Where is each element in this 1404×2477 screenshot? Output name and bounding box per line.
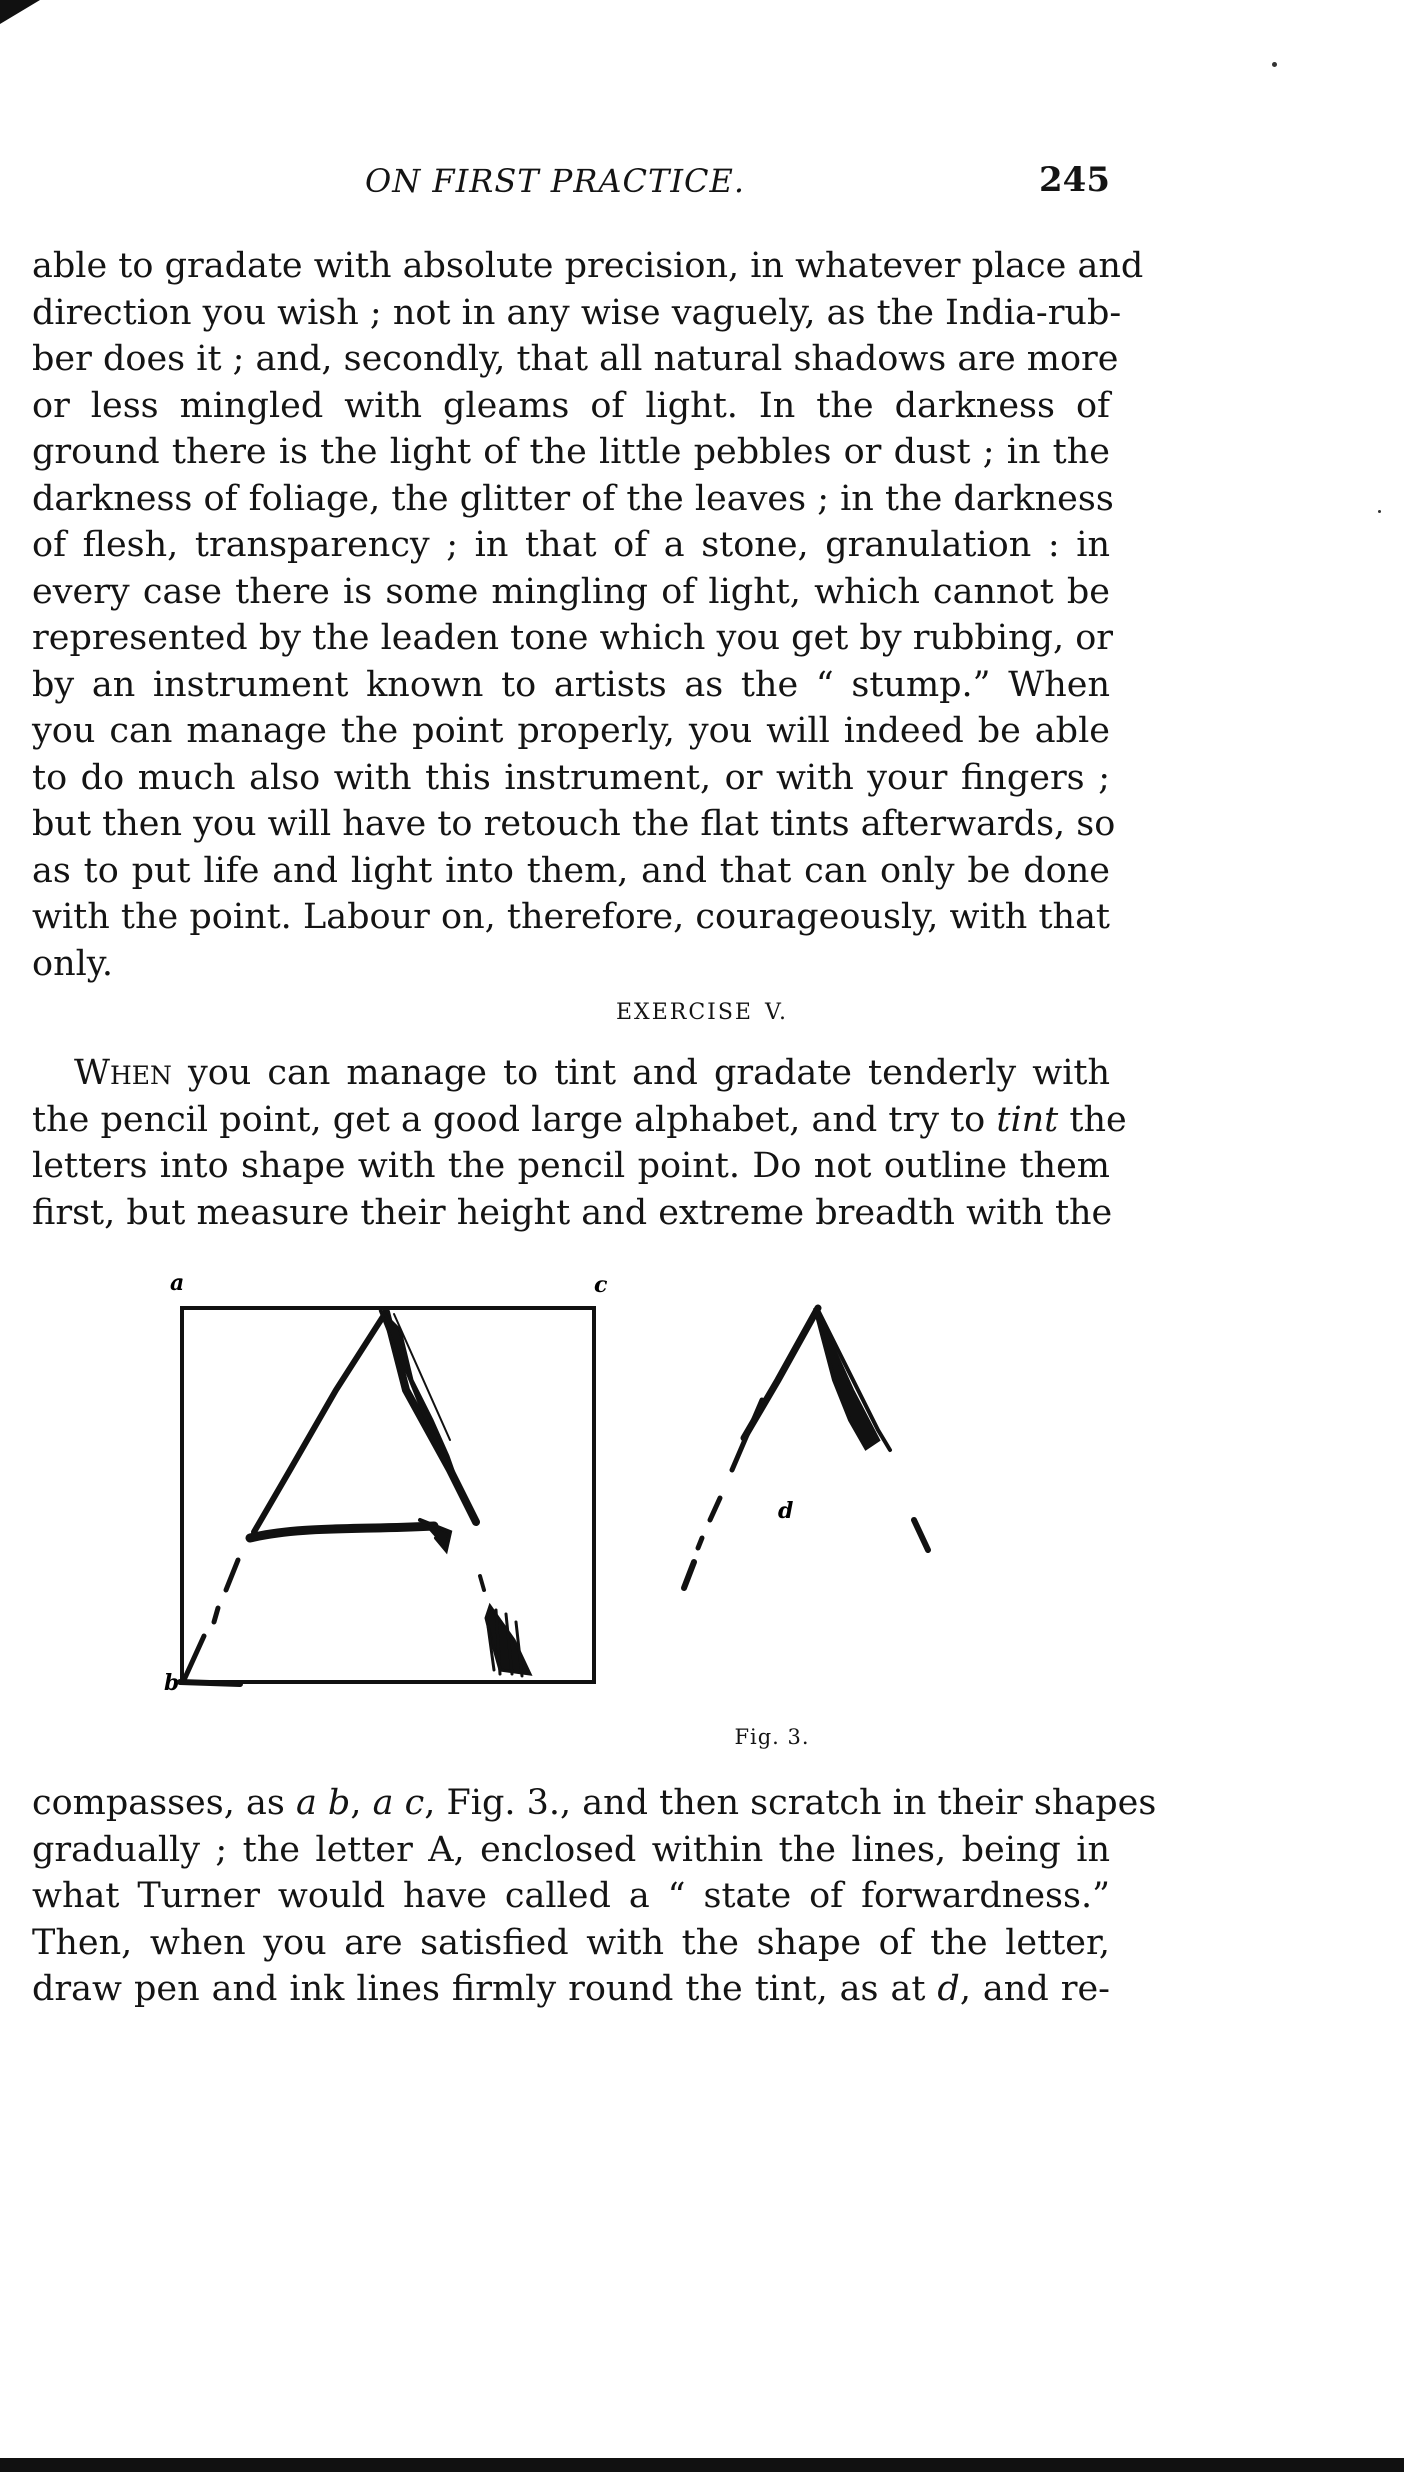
text-line: or less mingled with gleams of light. In the darkness of bbox=[32, 385, 1110, 426]
page-corner-mark bbox=[0, 0, 40, 24]
measuring-box bbox=[182, 1308, 594, 1682]
label-b: b bbox=[164, 1670, 180, 1696]
inked-letter-a bbox=[684, 1308, 928, 1588]
italic-word: tint bbox=[996, 1099, 1059, 1140]
label-c: c bbox=[594, 1272, 608, 1298]
text-line: represented by the leaden tone which you get by rubbing, or bbox=[32, 618, 1114, 658]
sketched-letter-a bbox=[180, 1310, 530, 1684]
text-line: to do much also with this instrument, or with your fingers ; bbox=[32, 757, 1110, 798]
page-header bbox=[32, 160, 1110, 210]
paper-speck bbox=[1272, 62, 1277, 67]
text-line: you can manage the point properly, you will indeed be able bbox=[32, 711, 1110, 751]
text-line: with the point. Labour on, therefore, courageously, with that bbox=[32, 897, 1110, 937]
exercise-label: EXERCISE bbox=[615, 1000, 753, 1025]
text-line: as to put life and light into them, and that can only be done bbox=[32, 850, 1110, 891]
page-number: 245 bbox=[1039, 160, 1110, 200]
text-line: what Turner would have called a “ state of forwardness.” bbox=[32, 1876, 1110, 1916]
text-line: direction you wish ; not in any wise vaguely, as the India-rub- bbox=[32, 292, 1122, 333]
text-line: of flesh, transparency ; in that of a stone, granulation : in bbox=[32, 525, 1110, 565]
text-line: able to gradate with absolute precision, in whatever place and bbox=[32, 246, 1144, 286]
text-line: only. bbox=[32, 943, 114, 984]
paper-speck bbox=[1378, 510, 1381, 513]
text-line: draw pen and ink lines firmly round the tint, as at d, and re- bbox=[32, 1969, 1110, 2009]
text-line: every case there is some mingling of light, which cannot be bbox=[32, 571, 1110, 612]
text-line: but then you will have to retouch the flat tints afterwards, so bbox=[32, 804, 1116, 844]
text-line: first, but measure their height and extreme breadth with the bbox=[32, 1192, 1113, 1233]
label-a: a bbox=[170, 1270, 185, 1296]
text-line: Then, when you are satisfied with the shape of the letter, bbox=[32, 1922, 1110, 1963]
text-line: compasses, as a b, a c, Fig. 3., and then scratch in their shapes bbox=[32, 1783, 1157, 1823]
text-line: ber does it ; and, secondly, that all natural shadows are more bbox=[32, 339, 1119, 379]
text-line: gradually ; the letter A, enclosed within the lines, being in bbox=[32, 1829, 1110, 1870]
paragraph-3 bbox=[32, 1780, 1157, 2013]
page-bottom-edge bbox=[0, 2458, 1404, 2472]
paragraph-2 bbox=[32, 1050, 1127, 1236]
text-line: the pencil point, get a good large alphabet, and try to tint the bbox=[32, 1099, 1127, 1140]
figure-caption: Fig. 3. bbox=[734, 1725, 810, 1749]
text-line: ground there is the light of the little pebbles or dust ; in the bbox=[32, 432, 1110, 472]
exercise-heading bbox=[0, 1000, 1404, 1025]
dropword: When bbox=[74, 1053, 172, 1093]
text-line: When you can manage to tint and gradate tenderly with bbox=[74, 1053, 1110, 1093]
running-title: ON FIRST PRACTICE. bbox=[365, 162, 745, 200]
text-line: darkness of foliage, the glitter of the leaves ; in the darkness bbox=[32, 478, 1114, 519]
label-d: d bbox=[778, 1498, 794, 1524]
text-line: by an instrument known to artists as the “ stump.” When bbox=[32, 664, 1110, 705]
paragraph-1 bbox=[32, 243, 1144, 987]
text-line: letters into shape with the pencil point. Do not outline them bbox=[32, 1146, 1110, 1186]
figure-3-illustration bbox=[150, 1270, 970, 1730]
exercise-numeral: V. bbox=[764, 1000, 789, 1025]
